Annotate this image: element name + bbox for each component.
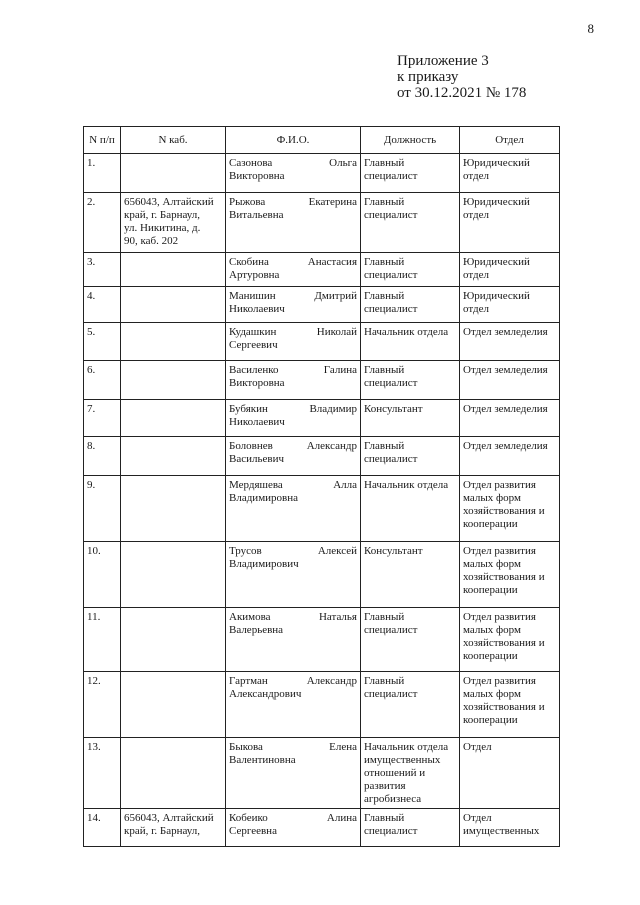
full-name-cell <box>226 542 361 608</box>
name-first-line <box>229 403 357 416</box>
position-cell <box>361 476 460 542</box>
department-line: малых форм <box>463 688 521 700</box>
department-line: отдел <box>463 303 489 315</box>
full-name-cell <box>226 287 361 323</box>
given-name: Николай <box>316 326 357 338</box>
name-first-line <box>229 741 357 754</box>
position-line: специалист <box>364 825 418 837</box>
header-full-name: Ф.И.О. <box>226 127 361 154</box>
full-name-cell <box>226 400 361 437</box>
room-cell <box>121 287 226 323</box>
patronymic: Валерьевна <box>229 624 284 636</box>
department-line: Отдел развития <box>463 675 536 687</box>
full-name-cell <box>226 323 361 361</box>
department-line: Отдел <box>463 812 492 824</box>
position-line: Консультант <box>364 545 423 557</box>
department-line: кооперации <box>463 714 518 726</box>
department-line: малых форм <box>463 558 521 570</box>
room-line: край, г. Барнаул, <box>124 209 201 221</box>
department-line: Отдел <box>463 741 492 753</box>
position-line: имущественных <box>364 754 441 766</box>
room-cell <box>121 361 226 400</box>
position-line: развития <box>364 780 406 792</box>
row-number-cell: 5. <box>84 323 121 361</box>
given-name: Алла <box>333 479 357 491</box>
full-name-cell <box>226 809 361 847</box>
given-name: Елена <box>329 741 357 753</box>
position-line: специалист <box>364 453 418 465</box>
given-name: Ольга <box>329 157 357 169</box>
position-cell <box>361 287 460 323</box>
patronymic: Владимировна <box>229 492 299 504</box>
appendix-order-ref: к приказу <box>397 69 459 85</box>
name-first-line <box>229 157 357 170</box>
surname: Василенко <box>229 364 279 376</box>
position-cell <box>361 400 460 437</box>
department-cell <box>460 323 560 361</box>
position-line: Главный <box>364 256 405 268</box>
room-cell <box>121 437 226 476</box>
position-cell <box>361 154 460 193</box>
given-name: Алексей <box>317 545 357 557</box>
department-line: Отдел земледелия <box>463 326 548 338</box>
patronymic: Сергеевич <box>229 339 278 351</box>
department-cell <box>460 193 560 253</box>
surname: Скобина <box>229 256 269 268</box>
given-name: Алина <box>326 812 357 824</box>
position-cell <box>361 253 460 287</box>
department-line: хозяйствования и <box>463 701 545 713</box>
patronymic: Александрович <box>229 688 302 700</box>
department-cell <box>460 253 560 287</box>
name-first-line <box>229 479 357 492</box>
department-cell <box>460 400 560 437</box>
given-name: Владимир <box>309 403 357 415</box>
header-number: N п/п <box>84 127 121 154</box>
position-line: специалист <box>364 170 418 182</box>
name-first-line <box>229 364 357 377</box>
name-first-line <box>229 545 357 558</box>
appendix-title: Приложение 3 <box>397 53 489 69</box>
room-cell <box>121 608 226 672</box>
name-first-line <box>229 256 357 269</box>
row-number-cell: 8. <box>84 437 121 476</box>
patronymic: Васильевич <box>229 453 284 465</box>
department-cell <box>460 608 560 672</box>
department-line: малых форм <box>463 492 521 504</box>
room-line: 656043, Алтайский <box>124 812 214 824</box>
surname: Гартман <box>229 675 268 687</box>
surname: Кобеико <box>229 812 268 824</box>
position-line: Главный <box>364 364 405 376</box>
room-cell <box>121 253 226 287</box>
department-line: Юридический <box>463 290 530 302</box>
room-cell <box>121 809 226 847</box>
department-line: Отдел земледелия <box>463 364 548 376</box>
name-first-line <box>229 440 357 453</box>
row-number-cell: 13. <box>84 738 121 809</box>
department-line: Юридический <box>463 256 530 268</box>
position-line: специалист <box>364 209 418 221</box>
row-number-cell: 2. <box>84 193 121 253</box>
position-line: Консультант <box>364 403 423 415</box>
full-name-cell <box>226 738 361 809</box>
name-first-line <box>229 675 357 688</box>
position-line: отношений и <box>364 767 426 779</box>
position-cell <box>361 608 460 672</box>
row-number-cell: 6. <box>84 361 121 400</box>
full-name-cell <box>226 608 361 672</box>
position-line: Главный <box>364 812 405 824</box>
room-cell <box>121 476 226 542</box>
patronymic: Витальевна <box>229 209 284 221</box>
patronymic: Викторовна <box>229 377 285 389</box>
department-cell <box>460 542 560 608</box>
surname: Сазонова <box>229 157 273 169</box>
department-line: Отдел развития <box>463 545 536 557</box>
position-line: Главный <box>364 675 405 687</box>
position-cell <box>361 809 460 847</box>
given-name: Наталья <box>318 611 357 623</box>
page-number: 8 <box>587 21 594 36</box>
table-row <box>84 253 560 287</box>
department-line: отдел <box>463 269 489 281</box>
department-cell <box>460 287 560 323</box>
header-department: Отдел <box>460 127 560 154</box>
row-number-cell: 1. <box>84 154 121 193</box>
department-line: хозяйствования и <box>463 637 545 649</box>
patronymic: Владимирович <box>229 558 299 570</box>
row-number-cell: 14. <box>84 809 121 847</box>
surname: Боловнев <box>229 440 273 452</box>
patronymic: Николаевич <box>229 416 285 428</box>
name-first-line <box>229 812 357 825</box>
department-line: хозяйствования и <box>463 571 545 583</box>
room-line: ул. Никитина, д. <box>124 222 201 234</box>
department-line: отдел <box>463 209 489 221</box>
surname: Бубякин <box>229 403 268 415</box>
given-name: Екатерина <box>308 196 357 208</box>
position-line: Главный <box>364 157 405 169</box>
department-cell <box>460 476 560 542</box>
position-line: Начальник отдела <box>364 741 449 753</box>
full-name-cell <box>226 437 361 476</box>
position-cell <box>361 672 460 738</box>
room-line: край, г. Барнаул, <box>124 825 201 837</box>
department-cell <box>460 738 560 809</box>
position-line: Главный <box>364 290 405 302</box>
patronymic: Викторовна <box>229 170 285 182</box>
full-name-cell <box>226 154 361 193</box>
position-line: специалист <box>364 377 418 389</box>
table-row <box>84 193 560 253</box>
given-name: Александр <box>306 440 357 452</box>
department-line: имущественных <box>463 825 540 837</box>
room-cell <box>121 542 226 608</box>
patronymic: Валентиновна <box>229 754 296 766</box>
table-row <box>84 437 560 476</box>
header-room: N каб. <box>121 127 226 154</box>
table-row <box>84 542 560 608</box>
name-first-line <box>229 326 357 339</box>
position-cell <box>361 361 460 400</box>
department-cell <box>460 154 560 193</box>
patronymic: Николаевич <box>229 303 285 315</box>
row-number-cell: 9. <box>84 476 121 542</box>
staff-table <box>83 126 560 847</box>
department-line: Отдел развития <box>463 611 536 623</box>
room-cell <box>121 323 226 361</box>
position-cell <box>361 738 460 809</box>
department-cell <box>460 809 560 847</box>
row-number-cell: 4. <box>84 287 121 323</box>
full-name-cell <box>226 253 361 287</box>
row-number-cell: 10. <box>84 542 121 608</box>
position-line: специалист <box>364 688 418 700</box>
row-number-cell: 11. <box>84 608 121 672</box>
surname: Кудашкин <box>229 326 277 338</box>
department-line: Юридический <box>463 157 530 169</box>
surname: Быкова <box>229 741 263 753</box>
position-line: специалист <box>364 624 418 636</box>
name-first-line <box>229 196 357 209</box>
given-name: Анастасия <box>307 256 357 268</box>
appendix-heading <box>397 53 526 101</box>
given-name: Галина <box>323 364 357 376</box>
full-name-cell <box>226 193 361 253</box>
department-line: Отдел земледелия <box>463 440 548 452</box>
name-first-line <box>229 290 357 303</box>
appendix-order-date: от 30.12.2021 № 178 <box>397 85 527 101</box>
position-line: Начальник отдела <box>364 326 449 338</box>
department-line: отдел <box>463 170 489 182</box>
room-cell <box>121 672 226 738</box>
position-line: Главный <box>364 611 405 623</box>
department-line: Юридический <box>463 196 530 208</box>
table-row <box>84 476 560 542</box>
room-cell <box>121 154 226 193</box>
row-number-cell: 3. <box>84 253 121 287</box>
table-row <box>84 738 560 809</box>
patronymic: Сергеевна <box>229 825 277 837</box>
department-line: кооперации <box>463 584 518 596</box>
position-line: Главный <box>364 440 405 452</box>
given-name: Александр <box>306 675 357 687</box>
table-row <box>84 400 560 437</box>
surname: Манишин <box>229 290 276 302</box>
table-row <box>84 672 560 738</box>
position-cell <box>361 193 460 253</box>
table-body <box>84 154 560 847</box>
position-line: Главный <box>364 196 405 208</box>
position-cell <box>361 323 460 361</box>
position-line: Начальник отдела <box>364 479 449 491</box>
position-line: агробизнеса <box>364 793 422 805</box>
surname: Рыжова <box>229 196 266 208</box>
room-cell <box>121 738 226 809</box>
department-cell <box>460 672 560 738</box>
table-row <box>84 154 560 193</box>
table-header-row <box>84 127 560 154</box>
surname: Трусов <box>229 545 262 557</box>
table-row <box>84 323 560 361</box>
row-number-cell: 12. <box>84 672 121 738</box>
room-line: 656043, Алтайский <box>124 196 214 208</box>
department-cell <box>460 361 560 400</box>
surname: Мердяшева <box>229 479 283 491</box>
table-row <box>84 361 560 400</box>
row-number-cell: 7. <box>84 400 121 437</box>
department-cell <box>460 437 560 476</box>
header-position: Должность <box>361 127 460 154</box>
position-line: специалист <box>364 303 418 315</box>
department-line: хозяйствования и <box>463 505 545 517</box>
position-line: специалист <box>364 269 418 281</box>
room-cell <box>121 400 226 437</box>
patronymic: Артуровна <box>229 269 280 281</box>
position-cell <box>361 437 460 476</box>
department-line: Отдел развития <box>463 479 536 491</box>
room-line: 90, каб. 202 <box>124 235 179 247</box>
table-row <box>84 809 560 847</box>
full-name-cell <box>226 361 361 400</box>
department-line: кооперации <box>463 650 518 662</box>
full-name-cell <box>226 672 361 738</box>
full-name-cell <box>226 476 361 542</box>
position-cell <box>361 542 460 608</box>
room-cell <box>121 193 226 253</box>
table-row <box>84 287 560 323</box>
department-line: Отдел земледелия <box>463 403 548 415</box>
table-row <box>84 608 560 672</box>
surname: Акимова <box>229 611 271 623</box>
name-first-line <box>229 611 357 624</box>
given-name: Дмитрий <box>314 290 357 302</box>
department-line: кооперации <box>463 518 518 530</box>
department-line: малых форм <box>463 624 521 636</box>
